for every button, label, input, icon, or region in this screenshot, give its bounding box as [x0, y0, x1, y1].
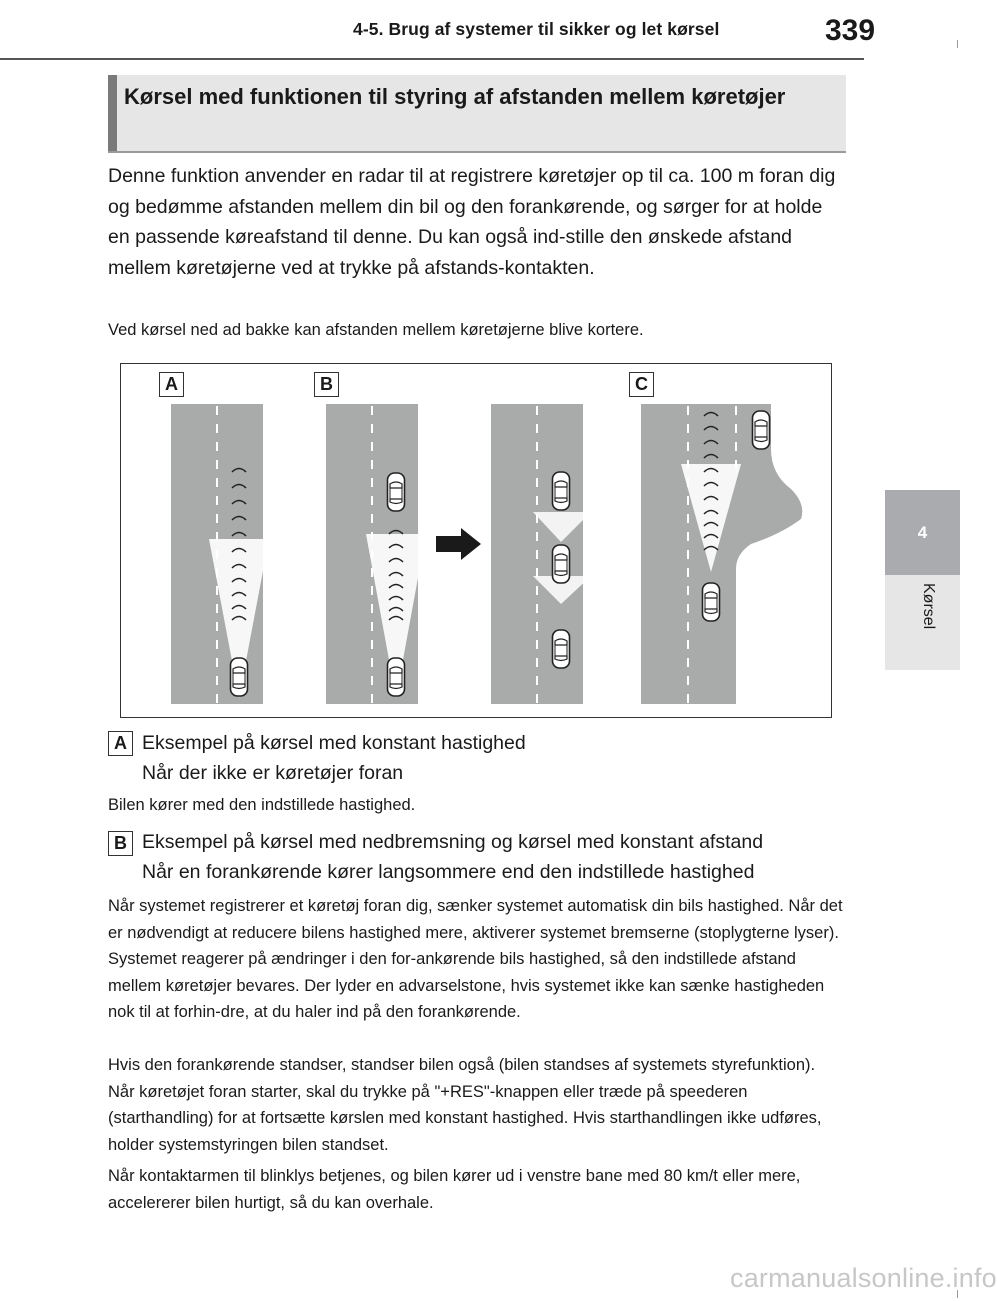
road-diagram — [121, 364, 833, 719]
figure-label-c: C — [629, 372, 654, 397]
leading-car-b-after — [553, 472, 570, 510]
figure-label-a: A — [159, 372, 184, 397]
item-b-line2: Når en forankørende kører langsommere end den indstillede hastighed — [142, 861, 755, 883]
transition-arrow — [436, 528, 481, 560]
following-car-b-after — [553, 630, 570, 668]
item-b-detail-3: Når kontaktarmen til blinklys betjenes, og bilen kører ud i venstre bane med 80 km/t eller mere, accelererer bilen hurtigt, så du kan overhale. — [108, 1167, 801, 1212]
own-car-a — [231, 658, 248, 696]
watermark: carmanualsonline.info — [730, 1263, 997, 1293]
downhill-note: Ved kørsel ned ad bakke kan afstanden mellem køretøjerne blive kortere. — [108, 321, 644, 339]
header-rule — [0, 58, 864, 60]
intro-paragraph: Denne funktion anvender en radar til at registrere køretøjer op til ca. 100 m foran dig og bedømme afstanden mellem din bil og den forankørende, og sørger for at holde en passende køreafstand til denne. Du kan også ind-stille den ønskede afstand mellem køretøjerne ved at trykke på afstands-kontakten. — [108, 165, 836, 279]
section-title: Kørsel med funktionen til styring af afstanden mellem køretøjer — [124, 84, 786, 109]
chapter-label: Kørsel — [920, 583, 937, 630]
item-label-a: A — [108, 731, 133, 756]
item-b-detail-2: Hvis den forankørende standser, standser bilen også (bilen standses af systemets styrefunktion). Når køretøjet foran starter, skal du trykke på "+RES"-knappen eller træde på speederen (starthandling) for at fortsætte kørslen med konstant hastighed. Hvis starthandlingen ikke udføres, holder systemstyringen bilen standset. — [108, 1056, 822, 1154]
chapter-number: 4 — [917, 523, 928, 542]
item-a-line1: Eksempel på kørsel med konstant hastighed — [142, 732, 526, 754]
figure-label-b: B — [314, 372, 339, 397]
own-car-b-after — [553, 545, 570, 583]
road-c — [641, 404, 802, 704]
chapter-label-tab — [885, 575, 960, 670]
leading-car-b — [388, 473, 405, 511]
item-a-line2: Når der ikke er køretøjer foran — [142, 762, 404, 784]
item-a-detail: Bilen kører med den indstillede hastighed. — [108, 796, 416, 814]
own-car-c — [703, 583, 720, 621]
car-left-lane-c — [753, 411, 770, 449]
acc-illustration — [120, 363, 832, 718]
item-b-line1: Eksempel på kørsel med nedbremsning og kørsel med konstant afstand — [142, 831, 764, 853]
item-b-detail-1: Når systemet registrerer et køretøj foran dig, sænker systemet automatisk din bils hastighed. Når det er nødvendigt at reducere bilens hastighed mere, aktiverer systemet bremserne (stoplygterne lyser). Systemet reagerer på ændringer i den for-ankørende bils hastighed, så den indstillede afstand mellem køretøjer bevares. Der lyder en advarselstone, hvis systemet ikke kan sænke hastigheden nok til at forhin-dre, at du haler ind på den forankørende. — [108, 897, 843, 1021]
running-header-title: 4-5. Brug af systemer til sikker og let kørsel — [353, 19, 720, 39]
crop-mark — [957, 40, 958, 48]
own-car-b — [388, 658, 405, 696]
section-heading-bar — [108, 75, 117, 151]
page-number: 339 — [825, 14, 876, 47]
item-label-b: B — [108, 831, 133, 856]
